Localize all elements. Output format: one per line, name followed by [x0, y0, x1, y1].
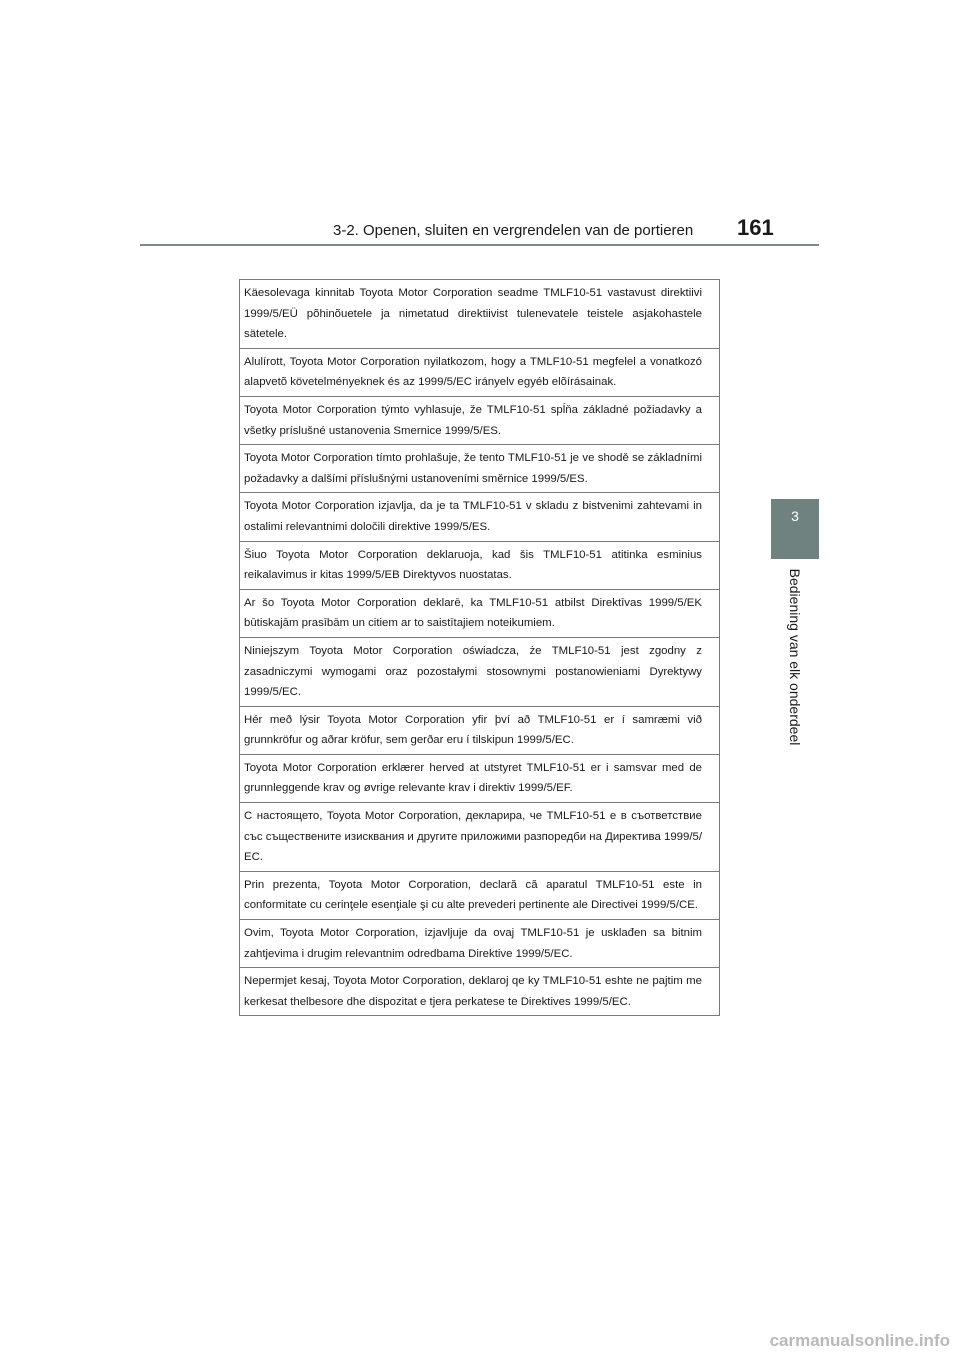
declaration-cell: Käesolevaga kinnitab Toyota Motor Corporation seadme TMLF10-51 vastavust direktiivi 1999/5/EÜ põhinõuetele ja nimetatud direktiivist tulenevatele teistele asjakohastele sätetele. [240, 280, 720, 349]
declaration-cell: Prin prezenta, Toyota Motor Corporation, declară că aparatul TMLF10-51 este in conformitate cu cerinţele esenţiale şi cu alte prevederi pertinente ale Directivei 1999/5/CE. [240, 871, 720, 919]
declaration-cell: Hér með lýsir Toyota Motor Corporation yfir því að TMLF10-51 er í samræmi við grunnkröfur og aðrar kröfur, sem gerðar eru í tilskipun 1999/5/EC. [240, 706, 720, 754]
declaration-cell: Toyota Motor Corporation týmto vyhlasuje, že TMLF10-51 spĺňa základné požiadavky a všetky príslušné ustanovenia Smernice 1999/5/ES. [240, 396, 720, 444]
table-row [240, 493, 720, 541]
table-row [240, 871, 720, 919]
declaration-cell: Toyota Motor Corporation erklærer herved at utstyret TMLF10-51 er i samsvar med de grunnleggende krav og øvrige relevante krav i direktiv 1999/5/EF. [240, 754, 720, 802]
declaration-cell: Alulírott, Toyota Motor Corporation nyilatkozom, hogy a TMLF10-51 megfelel a vonatkozó alapvetõ követelményeknek és az 1999/5/EC irányelv egyéb elõírásainak. [240, 348, 720, 396]
declaration-cell: Toyota Motor Corporation tímto prohlašuje, že tento TMLF10-51 je ve shodě se základními požadavky a dalšími příslušnými ustanoveními směrnice 1999/5/ES. [240, 445, 720, 493]
declaration-cell: Niniejszym Toyota Motor Corporation oświadcza, że TMLF10-51 jest zgodny z zasadniczymi wymogami oraz pozostałymi stosownymi postanowieniami Dyrektywy 1999/5/EC. [240, 637, 720, 706]
table-row [240, 541, 720, 589]
chapter-label: Bediening van elk onderdeel [787, 568, 803, 746]
table-row [240, 803, 720, 872]
table-row [240, 445, 720, 493]
watermark: carmanualsonline.info [769, 1331, 950, 1350]
table-row [240, 348, 720, 396]
declaration-cell: Šiuo Toyota Motor Corporation deklaruoja, kad šis TMLF10-51 atitinka esminius reikalavimus ir kitas 1999/5/EB Direktyvos nuostatas. [240, 541, 720, 589]
declarations-table [239, 279, 720, 1016]
declaration-cell: Toyota Motor Corporation izjavlja, da je ta TMLF10-51 v skladu z bistvenimi zahtevami in ostalimi relevantnimi določili direktive 1999/5/ES. [240, 493, 720, 541]
chapter-tab [771, 499, 819, 559]
table-row [240, 280, 720, 349]
header-divider [140, 244, 819, 246]
declaration-cell: Nepermjet kesaj, Toyota Motor Corporation, deklaroj qe ky TMLF10-51 eshte ne pajtim me kerkesat thelbesore dhe dispozitat e tjera perkatese te Direktives 1999/5/EC. [240, 968, 720, 1016]
table-row [240, 968, 720, 1016]
page-number: 161 [737, 215, 774, 240]
table-row [240, 706, 720, 754]
table-row [240, 754, 720, 802]
table-row [240, 920, 720, 968]
table-row [240, 396, 720, 444]
section-title: 3-2. Openen, sluiten en vergrendelen van de portieren [333, 222, 694, 239]
table-row [240, 637, 720, 706]
declaration-cell: Ar šo Toyota Motor Corporation deklarē, ka TMLF10-51 atbilst Direktīvas 1999/5/EK būtiskajām prasībām un citiem ar to saistītajiem noteikumiem. [240, 589, 720, 637]
declaration-cell: С настоящето, Toyota Motor Corporation, декларира, че TMLF10-51 е в съответствие със съществените изисквания и другите приложими разпоредби на Директива 1999/5/ЕС. [240, 803, 720, 872]
chapter-number: 3 [791, 508, 799, 524]
declaration-cell: Ovim, Toyota Motor Corporation, izjavljuje da ovaj TMLF10-51 je usklađen sa bitnim zahtjevima i drugim relevantnim odredbama Direktive 1999/5/EC. [240, 920, 720, 968]
table-row [240, 589, 720, 637]
